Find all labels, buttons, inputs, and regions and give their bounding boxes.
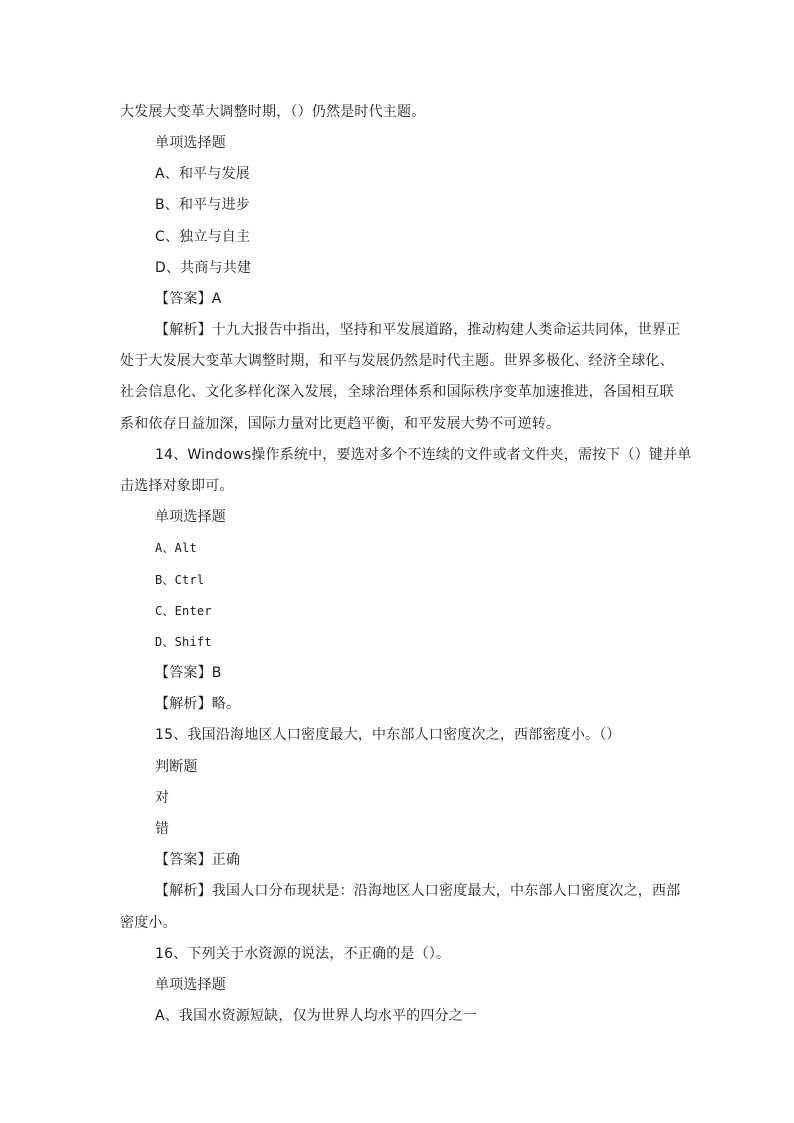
q13-stem-tail: 大发展大变革大调整时期，（）仍然是时代主题。 — [120, 104, 426, 120]
q15-option-false: 错 — [155, 821, 170, 837]
q14-analysis: 【解析】略。 — [155, 696, 241, 712]
q13-option-c: C、独立与自主 — [155, 229, 251, 245]
q14-type: 单项选择题 — [155, 509, 226, 525]
q13-type: 单项选择题 — [155, 135, 226, 151]
q14-option-d: D、Shift — [155, 635, 212, 649]
q14-option-a: A、Alt — [155, 541, 197, 555]
q15-analysis-line-1: 【解析】我国人口分布现状是：沿海地区人口密度最大，中东部人口密度次之，西部 — [155, 883, 681, 899]
q14-option-b: B、Ctrl — [155, 573, 205, 587]
q15-type: 判断题 — [155, 759, 198, 775]
q13-analysis-line-1: 【解析】十九大报告中指出，坚持和平发展道路，推动构建人类命运共同体，世界正 — [155, 322, 681, 338]
q16-stem: 16、下列关于水资源的说法，不正确的是（）。 — [155, 946, 451, 962]
q13-option-a: A、和平与发展 — [155, 166, 250, 182]
q16-type: 单项选择题 — [155, 977, 226, 993]
q13-analysis-line-4: 系和依存日益加深，国际力量对比更趋平衡，和平发展大势不可逆转。 — [120, 416, 561, 432]
q15-analysis-line-2: 密度小。 — [120, 915, 177, 931]
q15-answer: 【答案】正确 — [155, 852, 241, 868]
q14-answer: 【答案】B — [155, 665, 222, 681]
q13-option-d: D、共商与共建 — [155, 260, 252, 276]
q13-option-b: B、和平与进步 — [155, 197, 251, 213]
q14-stem-line-2: 击选择对象即可。 — [120, 478, 234, 494]
q15-option-true: 对 — [155, 790, 170, 806]
q14-stem-line-1: 14、Windows操作系统中，要选对多个不连续的文件或者文件夹，需按下（）键并单 — [155, 447, 692, 463]
q13-analysis-line-3: 社会信息化、文化多样化深入发展，全球治理体系和国际秩序变革加速推进，各国相互联 — [120, 384, 674, 400]
q15-stem: 15、我国沿海地区人口密度最大，中东部人口密度次之，西部密度小。（） — [155, 727, 621, 743]
q14-option-c: C、Enter — [155, 604, 212, 618]
q16-option-a: A、我国水资源短缺，仅为世界人均水平的四分之一 — [155, 1008, 478, 1024]
q13-answer: 【答案】A — [155, 291, 222, 307]
q13-analysis-line-2: 处于大发展大变革大调整时期，和平与发展仍然是时代主题。世界多极化、经济全球化、 — [120, 353, 674, 369]
